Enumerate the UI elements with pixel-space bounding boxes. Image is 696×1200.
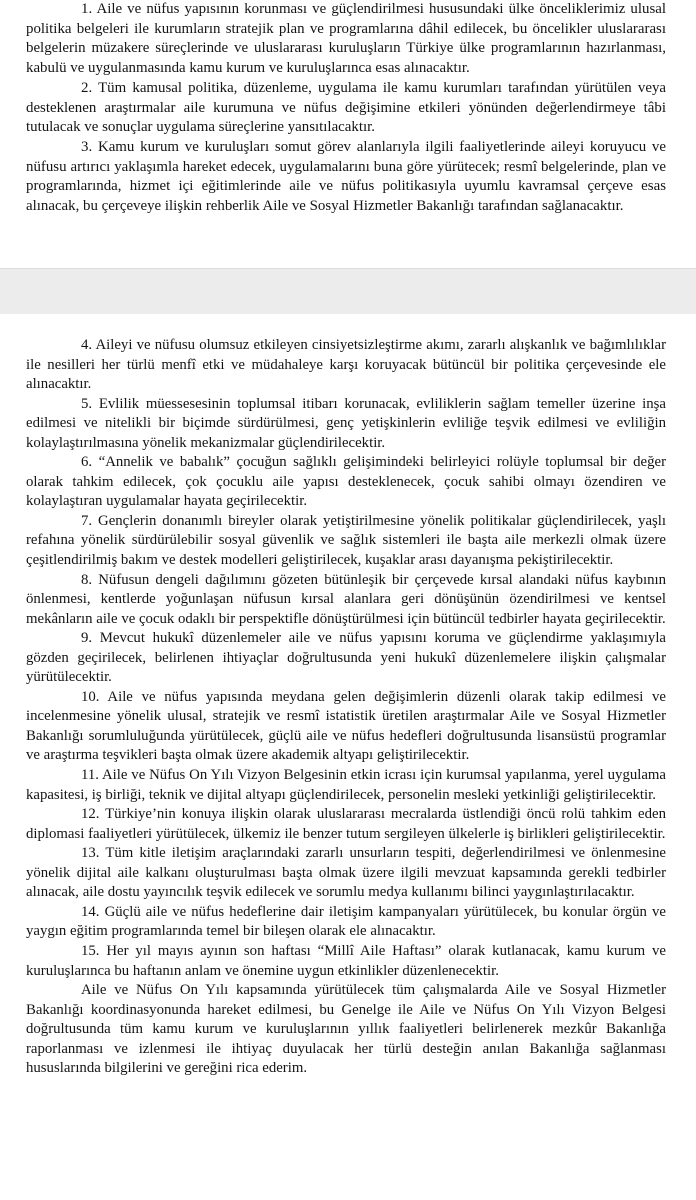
closing-paragraph: Aile ve Nüfus On Yılı kapsamında yürütülecek tüm çalışmalarda Aile ve Sosyal Hizmetler Bakanlığı koordinasyonunda hareket edilmesi, bu Genelge ile Aile ve Nüfus On Yılı Vizyon Belgesi doğrultusunda tüm kamu kurum ve kuruluşlarının yıllık faaliyetleri belirlenerek mezkûr Bakanlığa raporlanması ve izlenmesi ile ihtiyaç duyulacak her türlü desteğin anılan Bakanlığa sağlanması hususlarında bilgilerini ve gereğini rica ederim.	[26, 982, 666, 1077]
page-body	[26, 336, 666, 1079]
paragraph-11: 11. Aile ve Nüfus On Yılı Vizyon Belgesinin etkin icrası için kurumsal yapılanma, yerel uygulama kapasitesi, iş birliği, teknik ve dijital altyapı güçlendirilecek, personelin mesleki yetkinliği geliştirilecektir.	[26, 767, 666, 803]
paragraph-8: 8. Nüfusun dengeli dağılımını gözeten bütünleşik bir çerçevede kırsal alandaki nüfus kaybının önlenmesi, kentlerde yoğunlaşan nüfusun kırsal alanlara geri dönüşünün özendirilmesi ve kentsel mekânların aile ve çocuk odaklı bir perspektifle dönüştürülmesi için bütüncül tedbirler hayata geçirilecektir.	[26, 571, 666, 627]
paragraph-5: 5. Evlilik müessesesinin toplumsal itibarı korunacak, evliliklerin sağlam temeller üzerine inşa edilmesi ve nitelikli bir biçimde sürdürülmesi, genç yetişkinlerin evliliğe teşvik edilmesi ve evliliğin kolaylaştırılmasına yönelik mekanizmalar güçlendirilecektir.	[26, 395, 666, 451]
paragraph-3: 3. Kamu kurum ve kuruluşları somut görev alanlarıyla ilgili faaliyetlerinde aileyi koruyucu ve nüfusu artırıcı yaklaşımla hareket edecek, uygulamalarını buna göre yürütecek; resmî belgelerinde, plan ve programlarında, hizmet içi eğitimlerinde aile ve nüfus politikasıyla uyumlu kavramsal çerçeve esas alınacak, bu çerçeveye ilişkin rehberlik Aile ve Sosyal Hizmetler Bakanlığı tarafından sağlanacaktır.	[26, 138, 666, 215]
document-page-upper	[0, 0, 696, 268]
paragraph-15: 15. Her yıl mayıs ayının son haftası “Millî Aile Haftası” olarak kutlanacak, kamu kurum ve kuruluşlarınca bu haftanın anlam ve önemine uygun etkinlikler düzenlenecektir.	[26, 942, 666, 979]
paragraph-10: 10. Aile ve nüfus yapısında meydana gelen değişimlerin düzenli olarak takip edilmesi ve incelenmesine yönelik ulusal, stratejik ve resmî istatistik üretilen araştırmalar Aile ve Sosyal Hizmetler Bakanlığı sorumluluğunda yürütülecek, güçlü aile ve nüfus hedefleri doğrultusunda lisansüstü programlar ve araştırma teşvikleri başta olmak üzere akademik altyapı geliştirilecektir.	[26, 688, 666, 764]
paragraph-1: 1. Aile ve nüfus yapısının korunması ve güçlendirilmesi hususundaki ülke önceliklerimiz ulusal politika belgeleri ile kurumların stratejik plan ve programlarına dâhil edilecek, bu öncelikler uluslararası belgelerin müzakere süreçlerinde ve uluslararası kuruluşların Türkiye ülke programlarının hazırlanması, kabulü ve uygulanmasında kamu kurum ve kuruluşlarınca esas alınacaktır.	[26, 1, 666, 77]
document-page-lower	[0, 314, 696, 1200]
paragraph-7: 7. Gençlerin donanımlı bireyler olarak yetiştirilmesine yönelik politikalar güçlendirilecek, yaşlı refahına yönelik sürdürülebilir sosyal güvenlik ve sağlık sistemleri ile başta aile merkezli olmak üzere çeşitlendirilmiş bakım ve destek modelleri geliştirilecek, kuşaklar arası dayanışma pekiştirilecektir.	[26, 512, 666, 569]
page-body	[26, 0, 666, 217]
paragraph-13: 13. Tüm kitle iletişim araçlarındaki zararlı unsurların tespiti, değerlendirilmesi ve önlenmesine yönelik dijital aile kalkanı oluşturulması başta olmak üzere ilgili mevzuat kapsamında gerekli tedbirler alınacak, aile dostu yayıncılık teşvik edilecek ve sorumlu medya kullanımı bilinci yaygınlaştırılacaktır.	[26, 845, 666, 901]
paragraph-12: 12. Türkiye’nin konuya ilişkin olarak uluslararası mecralarda üstlendiği öncü rolü tahkim eden diplomasi faaliyetleri yürütülecek, ülkemiz ile benzer tutum sergileyen ülkelerle iş birlikleri geliştirilecektir.	[26, 806, 666, 842]
paragraph-14: 14. Güçlü aile ve nüfus hedeflerine dair iletişim kampanyaları yürütülecek, bu konular örgün ve yaygın eğitim programlarında temel bir bileşen olarak ele alınacaktır.	[26, 903, 666, 940]
paragraph-2: 2. Tüm kamusal politika, düzenleme, uygulama ile kamu kurumları tarafından yürütülen veya desteklenen araştırmalar aile kurumuna ve nüfus değişimine etkileri yönünden değerlendirmeye tâbi tutulacak ve sonuçlar uygulama süreçlerine yansıtılacaktır.	[26, 79, 666, 136]
paragraph-9: 9. Mevcut hukukî düzenlemeler aile ve nüfus yapısını koruma ve güçlendirme yaklaşımıyla gözden geçirilecek, belirlenen ihtiyaçlar doğrultusunda yeni hukukî düzenlemelere ilişkin çalışmalar yürütülecektir.	[26, 630, 666, 686]
paragraph-6: 6. “Annelik ve babalık” çocuğun sağlıklı gelişimindeki belirleyici rolüyle toplumsal bir değer olarak tahkim edilecek, çok çocuklu aile yapısı desteklenecek, çocuk sahibi olmayı özendiren ve kolaylaştıran uygulamalar hayata geçirilecektir.	[26, 454, 666, 510]
page-separator	[0, 268, 696, 316]
paragraph-4: 4. Aileyi ve nüfusu olumsuz etkileyen cinsiyetsizleştirme akımı, zararlı alışkanlık ve bağımlılıklar ile nesilleri her türlü menfî etki ve müdahaleye karşı koruyacak bütüncül bir politika çerçevesinde ele alınacaktır.	[26, 337, 666, 393]
